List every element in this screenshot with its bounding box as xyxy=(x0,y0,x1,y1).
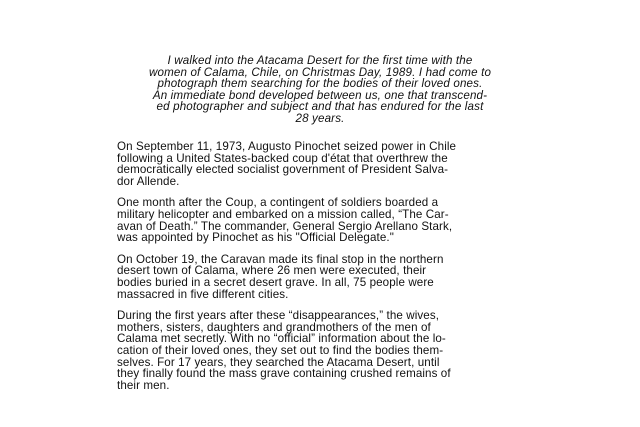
body-line: following a United States-backed coup d'état that overthrew the xyxy=(117,151,448,165)
intro-line: 28 years. xyxy=(295,111,345,125)
intro-line: An immediate bond developed between us, one that transcend- xyxy=(152,88,488,102)
body-line: Calama met secretly. With no “official” information about the lo- xyxy=(117,332,446,346)
intro-line: photograph them searching for the bodies of their loved ones. xyxy=(157,77,483,91)
body-line: During the first years after these “disappearances,” the wives, xyxy=(117,309,440,323)
body-text xyxy=(117,141,527,401)
body-line: One month after the Coup, a contingent of soldiers boarded a xyxy=(117,196,439,210)
body-paragraph-1 xyxy=(117,141,527,187)
body-line: they finally found the mass grave containing crushed remains of xyxy=(117,367,451,381)
body-line: avan of Death.” The commander, General Sergio Arellano Stark, xyxy=(117,219,453,233)
intro-line: I walked into the Atacama Desert for the first time with the xyxy=(167,54,473,67)
body-line: On October 19, the Caravan made its final stop in the northern xyxy=(117,252,444,266)
body-line: desert town of Calama, where 26 men were executed, their xyxy=(117,264,427,278)
body-line: On September 11, 1973, Augusto Pinochet seized power in Chile xyxy=(117,140,457,153)
intro-line: ed photographer and subject and that has endured for the last xyxy=(156,100,484,114)
body-line: dor Allende. xyxy=(117,174,180,188)
body-line: cation of their loved ones, they set out to find the bodies them- xyxy=(117,343,444,357)
body-line: their men. xyxy=(117,378,170,392)
body-paragraph-3 xyxy=(117,254,527,300)
body-line: selves. For 17 years, they searched the Atacama Desert, until xyxy=(117,355,440,369)
body-line: military helicopter and embarked on a mission called, “The Car- xyxy=(117,207,449,221)
body-line: mothers, sisters, daughters and grandmothers of the men of xyxy=(117,320,431,334)
body-paragraph-4 xyxy=(117,310,527,391)
body-line: was appointed by Pinochet as his "Official Delegate." xyxy=(117,231,394,245)
body-line: massacred in five different cities. xyxy=(117,287,289,301)
intro-line: women of Calama, Chile, on Christmas Day, 1989. I had come to xyxy=(148,65,492,79)
body-line: democratically elected socialist government of President Salva- xyxy=(117,163,449,177)
intro-paragraph xyxy=(112,55,528,125)
body-line: bodies buried in a secret desert grave. In all, 75 people were xyxy=(117,275,434,289)
body-paragraph-2 xyxy=(117,197,527,243)
